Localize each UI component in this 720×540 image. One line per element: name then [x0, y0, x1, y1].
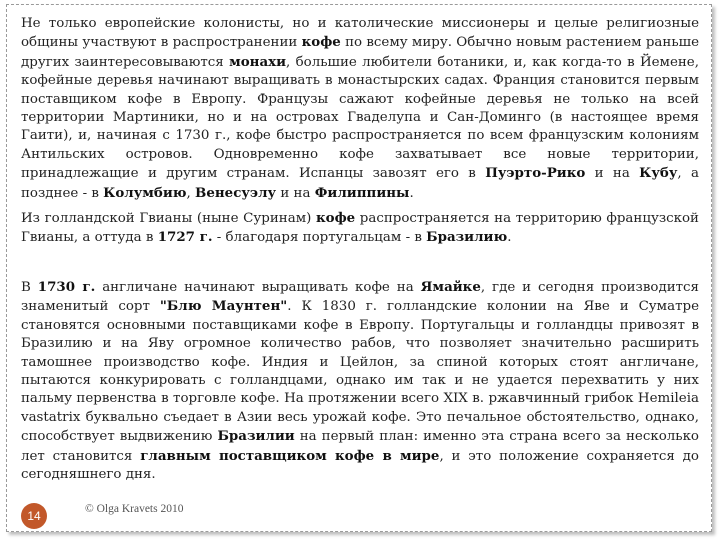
paragraph-guiana	[21, 209, 699, 248]
bold-term: Пуэрто-Рико	[485, 165, 586, 182]
text: на первый план: именно эта страна всего за несколько лет становится	[21, 429, 699, 464]
text: Из голландской Гвианы (ныне Суринам)	[21, 211, 316, 227]
bold-term: кофе	[315, 210, 356, 227]
bold-term: Колумбию	[103, 184, 187, 201]
bold-term: главным поставщиком кофе в мире	[140, 447, 440, 464]
bold-term: Бразилии	[217, 428, 295, 445]
text: В	[21, 279, 38, 295]
slide	[6, 4, 712, 532]
bold-term: Филиппины	[314, 184, 410, 201]
text: ,	[186, 185, 196, 201]
text: Не только европейские колонисты, но и католические миссионеры и целые религиозные общины участвуют в распространении	[21, 16, 699, 51]
copyright-notice: © Olga Kravets 2010	[85, 503, 184, 515]
paragraph-colonists	[21, 15, 699, 203]
bold-term: "Блю Маунтен"	[159, 298, 288, 315]
slide-content	[21, 15, 699, 484]
text: , и это положение сохраняется до сегодняшнего дня.	[21, 448, 699, 482]
bold-term: 1727 г.	[157, 229, 213, 246]
text: .	[507, 230, 512, 246]
bold-term: 1730 г.	[37, 278, 96, 295]
page-number-badge: 14	[21, 503, 47, 529]
text: , а позднее - в	[21, 166, 699, 201]
text: англичане начинают выращивать кофе на	[95, 279, 421, 295]
text: . К 1830 г. голландские колонии на Яве и Суматре становятся основными поставщиками кофе в Европу. Португальцы и голландцы привозят в Бразилию и на Яву огромное количество рабов, что позволяет значительно расширить тамошнее производство кофе. Индия и Цейлон, за спиной которых стоят англичане, пытаются конкурировать с голландцами, однако им так и не удается перехватить у них пальму первенства в торговле кофе. На протяжении всего XIX в. ржавчинный грибок Hemileia vastatrix буквально съедает в Азии весь урожай кофе. Это печальное обстоятельство, однако, способствует выдвижению	[21, 299, 699, 445]
text: и на	[585, 166, 640, 182]
text: - благодаря португальцам - в	[212, 230, 427, 246]
bold-term: кофе	[301, 34, 341, 51]
text: и на	[276, 185, 315, 201]
bold-term: Венесуэлу	[195, 184, 277, 201]
bold-term: Кубу	[639, 165, 678, 182]
text: распространяется на территорию французской Гвианы, а оттуда в	[21, 211, 699, 246]
bold-term: Ямайке	[420, 278, 481, 295]
paragraph-england	[21, 278, 699, 484]
text: , где и сегодня производится знаменитый сорт	[21, 279, 699, 315]
text: , большие любители ботаники, и, как когда-то в Йемене, кофейные деревья начинают выращивать в монастырских садах. Франция становится первым поставщиком кофе в Европу. Французы сажают кофейные деревья не только на всей территории Мартиники, но и на островах Гваделупа и Сан-Доминго (в настоящее время Гаити), и, начиная с 1730 г., кофе быстро распространяется по всем французским колониям Антильских островов. Одновременно кофе захватывает все новые территории, принадлежащие и другим странам. Испанцы завозят его в	[21, 54, 699, 182]
text: по всему миру. Обычно новым растением раньше других заинтересовываются	[21, 35, 699, 70]
bold-term: монахи	[229, 53, 287, 70]
bold-term: Бразилию	[426, 229, 508, 246]
text: .	[409, 185, 414, 201]
